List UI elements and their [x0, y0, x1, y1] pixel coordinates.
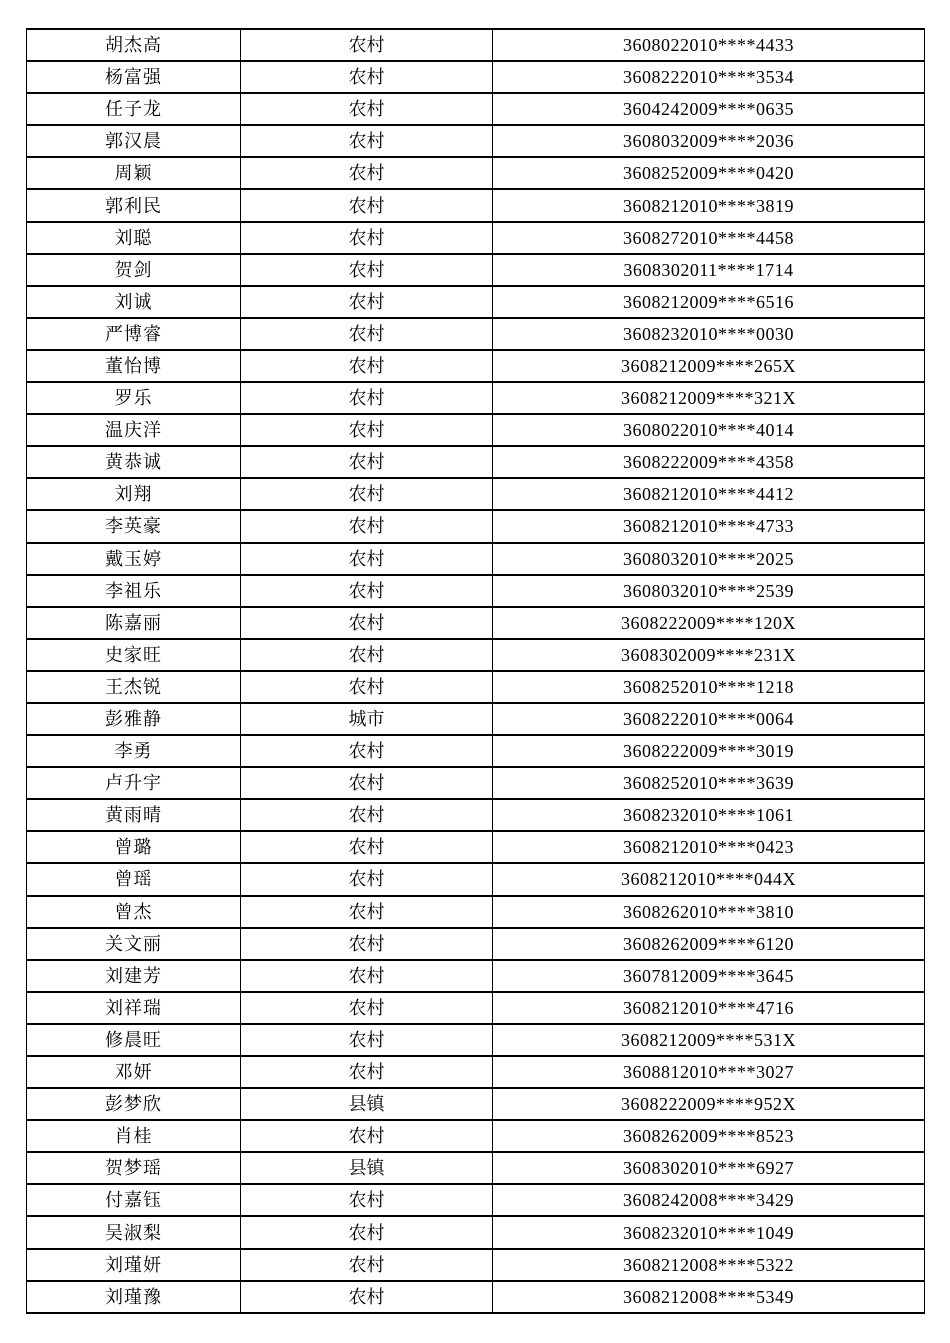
name-cell: 胡杰高: [27, 29, 241, 61]
id-number-cell: 3608232010****1049: [493, 1216, 925, 1248]
residence-cell: 农村: [241, 254, 493, 286]
table-row: [27, 510, 925, 542]
name-cell: 贺剑: [27, 254, 241, 286]
residence-cell: 农村: [241, 671, 493, 703]
name-cell: 刘诚: [27, 286, 241, 318]
id-number-cell: 3608212009****6516: [493, 286, 925, 318]
id-number-cell: 3608212010****0423: [493, 831, 925, 863]
id-number-cell: 3608212008****5322: [493, 1249, 925, 1281]
residence-cell: 县镇: [241, 1152, 493, 1184]
table-row: [27, 1281, 925, 1313]
table-row: [27, 575, 925, 607]
id-number-cell: 3608232010****0030: [493, 318, 925, 350]
residence-cell: 农村: [241, 767, 493, 799]
residence-cell: 农村: [241, 1216, 493, 1248]
name-cell: 戴玉婷: [27, 543, 241, 575]
table-row: [27, 607, 925, 639]
residence-cell: 农村: [241, 1024, 493, 1056]
residence-cell: 农村: [241, 735, 493, 767]
residence-cell: 农村: [241, 1056, 493, 1088]
id-number-cell: 3608262009****8523: [493, 1120, 925, 1152]
residence-cell: 农村: [241, 639, 493, 671]
name-cell: 卢升宇: [27, 767, 241, 799]
table-row: [27, 896, 925, 928]
residence-cell: 农村: [241, 125, 493, 157]
id-number-cell: 3608212010****4716: [493, 992, 925, 1024]
id-number-cell: 3608262009****6120: [493, 928, 925, 960]
table-row: [27, 799, 925, 831]
name-cell: 曾杰: [27, 896, 241, 928]
name-cell: 刘瑾豫: [27, 1281, 241, 1313]
residence-cell: 农村: [241, 1281, 493, 1313]
name-cell: 杨富强: [27, 61, 241, 93]
residence-cell: 农村: [241, 318, 493, 350]
residence-cell: 城市: [241, 703, 493, 735]
table-row: [27, 286, 925, 318]
name-cell: 刘建芳: [27, 960, 241, 992]
id-number-cell: 3608222009****3019: [493, 735, 925, 767]
table-body: [27, 29, 925, 1313]
name-cell: 周颖: [27, 157, 241, 189]
id-number-cell: 3608212009****265X: [493, 350, 925, 382]
table-row: [27, 350, 925, 382]
id-number-cell: 3608232010****1061: [493, 799, 925, 831]
name-cell: 罗乐: [27, 382, 241, 414]
name-cell: 刘翔: [27, 478, 241, 510]
name-cell: 吴淑梨: [27, 1216, 241, 1248]
residence-cell: 农村: [241, 1249, 493, 1281]
table-row: [27, 703, 925, 735]
residence-cell: 农村: [241, 414, 493, 446]
id-number-cell: 3608262010****3810: [493, 896, 925, 928]
id-number-cell: 3608212008****5349: [493, 1281, 925, 1313]
table-row: [27, 1024, 925, 1056]
id-number-cell: 3608212010****4412: [493, 478, 925, 510]
name-cell: 曾瑶: [27, 863, 241, 895]
id-number-cell: 3608812010****3027: [493, 1056, 925, 1088]
id-number-cell: 3608252009****0420: [493, 157, 925, 189]
table-row: [27, 928, 925, 960]
table-row: [27, 735, 925, 767]
residence-cell: 农村: [241, 93, 493, 125]
id-number-cell: 3608022010****4014: [493, 414, 925, 446]
id-number-cell: 3608252010****3639: [493, 767, 925, 799]
name-cell: 严博睿: [27, 318, 241, 350]
table-row: [27, 767, 925, 799]
name-cell: 肖桂: [27, 1120, 241, 1152]
id-number-cell: 3608032010****2539: [493, 575, 925, 607]
table-row: [27, 1184, 925, 1216]
id-number-cell: 3608272010****4458: [493, 222, 925, 254]
id-number-cell: 3608242008****3429: [493, 1184, 925, 1216]
table-row: [27, 189, 925, 221]
table-row: [27, 93, 925, 125]
table-row: [27, 543, 925, 575]
name-cell: 关文丽: [27, 928, 241, 960]
table-row: [27, 382, 925, 414]
residence-cell: 农村: [241, 157, 493, 189]
name-cell: 李勇: [27, 735, 241, 767]
residence-cell: 农村: [241, 928, 493, 960]
residence-cell: 农村: [241, 1120, 493, 1152]
table-row: [27, 414, 925, 446]
name-cell: 曾璐: [27, 831, 241, 863]
residence-cell: 农村: [241, 831, 493, 863]
name-cell: 彭雅静: [27, 703, 241, 735]
residence-cell: 农村: [241, 575, 493, 607]
residence-cell: 农村: [241, 286, 493, 318]
name-cell: 修晨旺: [27, 1024, 241, 1056]
table-row: [27, 1152, 925, 1184]
id-number-cell: 3608212010****4733: [493, 510, 925, 542]
name-cell: 邓妍: [27, 1056, 241, 1088]
table-row: [27, 1056, 925, 1088]
id-number-cell: 3608022010****4433: [493, 29, 925, 61]
name-cell: 任子龙: [27, 93, 241, 125]
id-number-cell: 3608222010****3534: [493, 61, 925, 93]
id-number-cell: 3608222009****4358: [493, 446, 925, 478]
id-number-cell: 3608212010****3819: [493, 189, 925, 221]
residence-cell: 农村: [241, 478, 493, 510]
name-cell: 史家旺: [27, 639, 241, 671]
name-cell: 温庆洋: [27, 414, 241, 446]
name-cell: 王杰锐: [27, 671, 241, 703]
id-number-cell: 3608302010****6927: [493, 1152, 925, 1184]
table-row: [27, 1120, 925, 1152]
table-row: [27, 671, 925, 703]
residence-cell: 农村: [241, 543, 493, 575]
table-row: [27, 318, 925, 350]
table-row: [27, 29, 925, 61]
name-cell: 付嘉钰: [27, 1184, 241, 1216]
residence-cell: 农村: [241, 960, 493, 992]
id-number-cell: 3607812009****3645: [493, 960, 925, 992]
id-number-cell: 3608302009****231X: [493, 639, 925, 671]
name-cell: 李英豪: [27, 510, 241, 542]
residence-cell: 农村: [241, 1184, 493, 1216]
residence-cell: 农村: [241, 222, 493, 254]
table-row: [27, 831, 925, 863]
id-number-cell: 3604242009****0635: [493, 93, 925, 125]
id-number-cell: 3608212010****044X: [493, 863, 925, 895]
name-cell: 黄雨晴: [27, 799, 241, 831]
id-number-cell: 3608252010****1218: [493, 671, 925, 703]
name-cell: 董怡博: [27, 350, 241, 382]
table-row: [27, 1249, 925, 1281]
name-cell: 黄恭诚: [27, 446, 241, 478]
table-row: [27, 254, 925, 286]
table-row: [27, 1216, 925, 1248]
table-row: [27, 61, 925, 93]
residence-cell: 县镇: [241, 1088, 493, 1120]
name-cell: 贺梦瑶: [27, 1152, 241, 1184]
id-number-cell: 3608222009****952X: [493, 1088, 925, 1120]
table-row: [27, 639, 925, 671]
table-row: [27, 222, 925, 254]
residence-cell: 农村: [241, 863, 493, 895]
residence-cell: 农村: [241, 189, 493, 221]
residence-cell: 农村: [241, 510, 493, 542]
id-number-cell: 3608222009****120X: [493, 607, 925, 639]
name-cell: 郭汉晨: [27, 125, 241, 157]
name-cell: 李祖乐: [27, 575, 241, 607]
id-number-cell: 3608212009****531X: [493, 1024, 925, 1056]
residence-cell: 农村: [241, 896, 493, 928]
id-number-cell: 3608302011****1714: [493, 254, 925, 286]
name-cell: 郭利民: [27, 189, 241, 221]
name-cell: 刘聪: [27, 222, 241, 254]
id-number-cell: 3608222010****0064: [493, 703, 925, 735]
id-number-cell: 3608212009****321X: [493, 382, 925, 414]
table-row: [27, 446, 925, 478]
table-row: [27, 1088, 925, 1120]
residence-cell: 农村: [241, 992, 493, 1024]
table-row: [27, 992, 925, 1024]
student-roster-table: [26, 28, 925, 1314]
residence-cell: 农村: [241, 446, 493, 478]
residence-cell: 农村: [241, 350, 493, 382]
name-cell: 陈嘉丽: [27, 607, 241, 639]
table-row: [27, 478, 925, 510]
residence-cell: 农村: [241, 382, 493, 414]
name-cell: 刘瑾妍: [27, 1249, 241, 1281]
name-cell: 彭梦欣: [27, 1088, 241, 1120]
residence-cell: 农村: [241, 29, 493, 61]
id-number-cell: 3608032010****2025: [493, 543, 925, 575]
residence-cell: 农村: [241, 799, 493, 831]
table-row: [27, 157, 925, 189]
id-number-cell: 3608032009****2036: [493, 125, 925, 157]
table-row: [27, 863, 925, 895]
residence-cell: 农村: [241, 607, 493, 639]
table-row: [27, 960, 925, 992]
table-row: [27, 125, 925, 157]
residence-cell: 农村: [241, 61, 493, 93]
name-cell: 刘祥瑞: [27, 992, 241, 1024]
